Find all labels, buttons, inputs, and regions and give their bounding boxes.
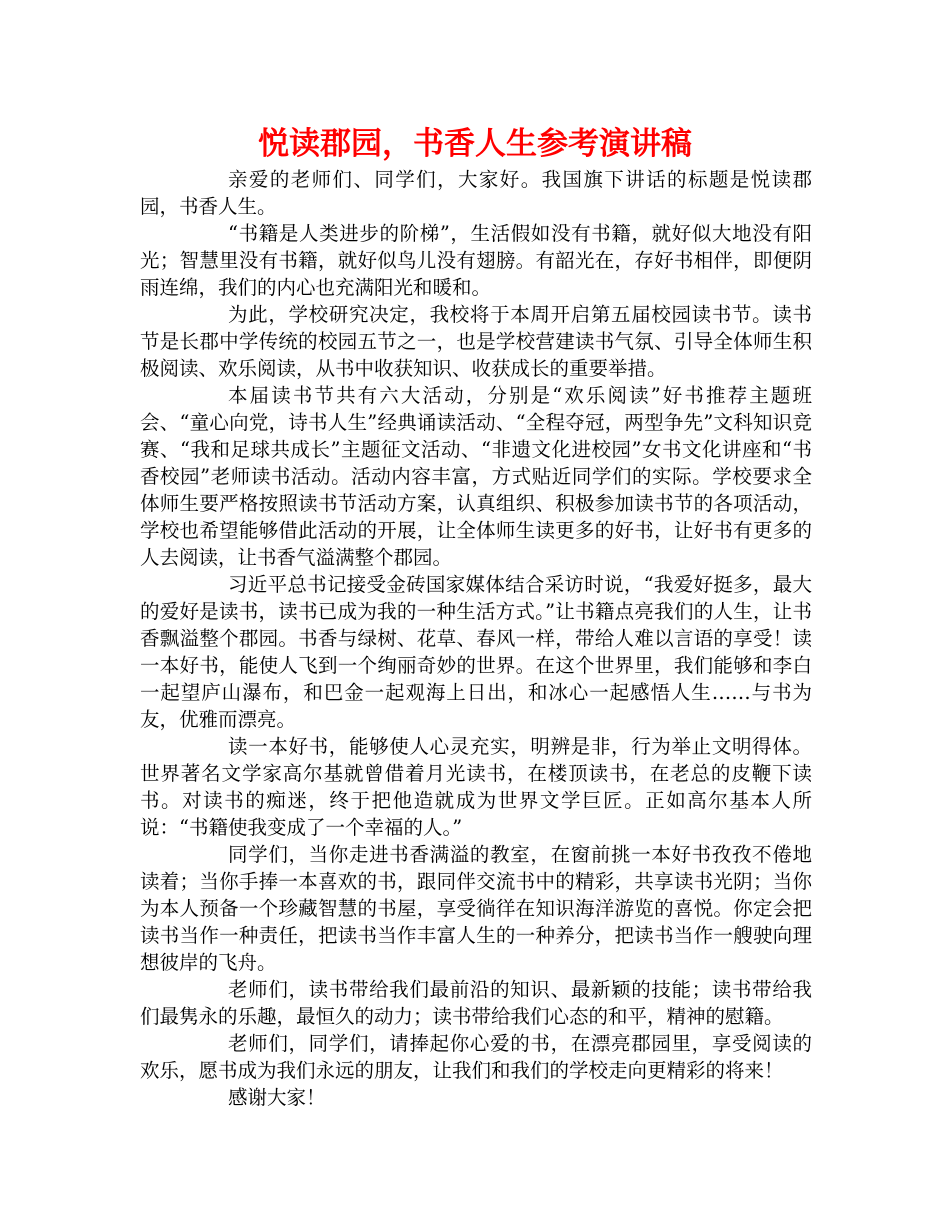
paragraph-2: “书籍是人类进步的阶梯”，生活假如没有书籍，就好似大地没有阳光；智慧里没有书籍，就好似鸟儿没有翅膀。有韶光在，存好书相伴，即便阴雨连绵，我们的内心也充满阳光和暖和。 [140, 222, 812, 299]
paragraph-6: 读一本好书，能够使人心灵充实，明辨是非，行为举止文明得体。世界著名文学家高尔基就曾借着月光读书，在楼顶读书，在老总的皮鞭下读书。对读书的痴迷，终于把他造就成为世界文学巨匠。正如高尔基本人所说：“书籍使我变成了一个幸福的人。” [140, 735, 812, 839]
paragraph-1: 亲爱的老师们、同学们，大家好。我国旗下讲话的标题是悦读郡园，书香人生。 [140, 168, 812, 218]
paragraph-10: 感谢大家！ [228, 1086, 326, 1109]
paragraph-7: 同学们，当你走进书香满溢的教室，在窗前挑一本好书孜孜不倦地读着；当你手捧一本喜欢的书，跟同伴交流书中的精彩，共享读书光阴；当你为本人预备一个珍藏智慧的书屋，享受徜徉在知识海洋游览的喜悦。你定会把读书当作一种责任，把读书当作丰富人生的一种养分，把读书当作一艘驶向理想彼岸的飞舟。 [140, 843, 812, 974]
paragraph-4: 本届读书节共有六大活动，分别是“欢乐阅读”好书推荐主题班会、“童心向党，诗书人生”经典诵读活动、“全程夺冠，两型争先”文科知识竞赛、“我和足球共成长”主题征文活动、“非遗文化进校园”女书文化讲座和“书香校园”老师读书活动。活动内容丰富，方式贴近同学们的实际。学校要求全体师生要严格按照读书节活动方案，认真组织、积极参加读书节的各项活动，学校也希望能够借此活动的开展，让全体师生读更多的好书，让好书有更多的人去阅读，让书香气溢满整个郡园。 [140, 384, 812, 569]
paragraph-5: 习近平总书记接受金砖国家媒体结合采访时说，“我爱好挺多，最大的爱好是读书，读书已成为我的一种生活方式。”让书籍点亮我们的人生，让书香飘溢整个郡园。书香与绿树、花草、春风一样，带给人难以言语的享受！读一本好书，能使人飞到一个绚丽奇妙的世界。在这个世界里，我们能够和李白一起望庐山瀑布，和巴金一起观海上日出，和冰心一起感悟人生……与书为友，优雅而漂亮。 [140, 573, 812, 731]
paragraph-3: 为此，学校研究决定，我校将于本周开启第五届校园读书节。读书节是长郡中学传统的校园五节之一，也是学校营建读书气氛、引导全体师生积极阅读、欢乐阅读，从书中收获知识、收获成长的重要举措。 [140, 303, 812, 380]
document-title: 悦读郡园，书香人生参考演讲稿 [258, 126, 692, 162]
paragraph-8: 老师们，读书带给我们最前沿的知识、最新颖的技能；读书带给我们最隽永的乐趣，最恒久的动力；读书带给我们心态的和平，精神的慰籍。 [140, 978, 812, 1028]
paragraph-9: 老师们，同学们，请捧起你心爱的书，在漂亮郡园里，享受阅读的欢乐，愿书成为我们永远的朋友，让我们和我们的学校走向更精彩的将来！ [140, 1032, 812, 1082]
document-body [140, 166, 812, 1111]
